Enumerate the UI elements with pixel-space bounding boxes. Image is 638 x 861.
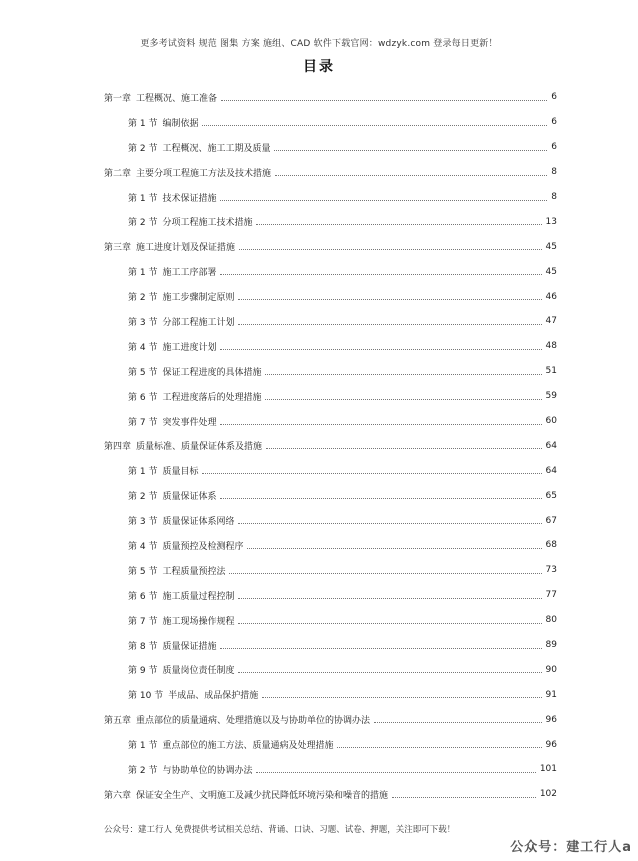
toc-entry-label [128,564,225,577]
toc-entry-label [128,663,234,676]
toc-section-entry[interactable] [104,633,557,658]
toc-dot-leader [247,548,541,549]
toc-entry-label [128,415,216,428]
toc-entry-label [128,514,234,527]
toc-entry-title: 半成品、成品保护措施 [168,691,259,702]
toc-page-number: 96 [545,714,557,725]
toc-entry-title: 主要分项工程施工方法及技术措施 [136,168,272,179]
toc-dot-leader [220,200,547,201]
toc-entry-title: 施工现场操作规程 [162,616,235,627]
toc-entry-title: 施工进度计划及保证措施 [136,243,236,254]
toc-page-number: 90 [545,664,557,675]
toc-section-entry[interactable] [104,583,557,608]
toc-entry-label [128,589,234,602]
toc-entry-label [128,738,333,751]
toc-page-number: 77 [545,590,557,601]
toc-dot-leader [202,473,541,474]
toc-page-number: 6 [551,92,557,103]
toc-entry-title: 质量标准、质量保证体系及措施 [136,442,263,453]
toc-section-entry[interactable] [104,608,557,633]
toc-dot-leader [238,672,541,673]
toc-entry-title: 突发事件处理 [162,417,217,428]
toc-dot-leader [238,598,541,599]
toc-page-number: 48 [545,341,557,352]
toc-entry-title: 分部工程施工计划 [162,317,235,328]
toc-entry-label [104,788,388,801]
toc-section-entry[interactable] [104,757,557,782]
toc-entry-label [104,166,271,179]
toc-page-number: 73 [545,565,557,576]
toc-dot-leader [256,772,535,773]
toc-dot-leader [265,399,541,400]
toc-section-entry[interactable] [104,508,557,533]
toc-entry-label [128,315,234,328]
toc-entry-title: 分项工程施工技术措施 [162,218,253,229]
toc-entry-label [128,191,216,204]
toc-page-number: 80 [545,615,557,626]
toc-entry-label [104,91,217,104]
toc-entry-number: 第 7 节 [128,616,158,627]
toc-dot-leader [274,150,547,151]
toc-page-number: 101 [539,764,557,775]
toc-entry-label [128,614,234,627]
toc-page-number: 91 [545,689,557,700]
toc-dot-leader [221,100,547,101]
toc-entry-number: 第 2 节 [128,765,158,776]
toc-section-entry[interactable] [104,259,557,284]
toc-entry-title: 施工步骤制定原则 [162,293,235,304]
toc-page-number: 6 [551,117,557,128]
toc-section-entry[interactable] [104,483,557,508]
toc-entry-number: 第 2 节 [128,143,158,154]
toc-page-number: 47 [545,316,557,327]
toc-entry-title: 施工进度计划 [162,342,217,353]
toc-page-number: 46 [545,291,557,302]
toc-entry-number: 第六章 [104,790,132,801]
toc-dot-leader [220,648,541,649]
toc-entry-title: 保证安全生产、文明施工及减少扰民降低环境污染和噪音的措施 [136,790,389,801]
toc-section-entry[interactable] [104,558,557,583]
toc-entry-number: 第五章 [104,716,132,727]
toc-entry-title: 质量保证措施 [162,641,217,652]
toc-entry-title: 技术保证措施 [162,193,217,204]
toc-entry-label [128,489,216,502]
toc-entry-number: 第 2 节 [128,293,158,304]
toc-dot-leader [238,523,541,524]
toc-page-number: 68 [545,540,557,551]
toc-entry-number: 第一章 [104,93,132,104]
toc-page-number: 65 [545,490,557,501]
toc-dot-leader [220,498,541,499]
toc-dot-leader [374,722,542,723]
toc-dot-leader [238,324,541,325]
toc-entry-number: 第 6 节 [128,591,158,602]
toc-section-entry[interactable] [104,284,557,309]
toc-section-entry[interactable] [104,135,557,160]
toc-entry-title: 重点部位的质量通病、处理措施以及与协助单位的协调办法 [136,716,371,727]
toc-entry-number: 第 3 节 [128,317,158,328]
table-of-contents [104,85,557,807]
toc-entry-number: 第 9 节 [128,666,158,677]
toc-entry-label [104,240,235,253]
toc-section-entry[interactable] [104,359,557,384]
toc-dot-leader [337,747,541,748]
toc-page-number: 13 [545,216,557,227]
toc-entry-title: 编制依据 [162,118,199,129]
toc-entry-label [128,365,261,378]
toc-entry-number: 第 3 节 [128,517,158,528]
toc-entry-number: 第 2 节 [128,218,158,229]
toc-entry-label [128,390,261,403]
toc-page-number: 45 [545,241,557,252]
toc-chapter-entry[interactable] [104,234,557,259]
toc-page-number: 8 [551,167,557,178]
toc-entry-number: 第四章 [104,442,132,453]
toc-section-entry[interactable] [104,458,557,483]
toc-entry-title: 与协助单位的协调办法 [162,765,253,776]
toc-section-entry[interactable] [104,657,557,682]
toc-entry-title: 质量目标 [162,467,199,478]
toc-page-number: 64 [545,465,557,476]
toc-dot-leader [256,224,541,225]
toc-chapter-entry[interactable] [104,85,557,110]
toc-dot-leader [220,274,541,275]
toc-section-entry[interactable] [104,334,557,359]
toc-entry-number: 第三章 [104,243,132,254]
header-notice: 更多考试资料 规范 图集 方案 施组、CAD 软件下载官网：wdzyk.com 登录每日更新！ [140,39,498,49]
toc-entry-title: 施工质量过程控制 [162,591,235,602]
toc-entry-label [128,265,216,278]
toc-chapter-entry[interactable] [104,782,557,807]
toc-dot-leader [238,299,541,300]
toc-page-number: 6 [551,142,557,153]
toc-entry-number: 第 7 节 [128,417,158,428]
toc-section-entry[interactable] [104,409,557,434]
toc-entry-label [128,141,270,154]
toc-dot-leader [220,349,541,350]
toc-entry-title: 工程进度落后的处理措施 [162,392,262,403]
toc-dot-leader [266,448,542,449]
toc-entry-number: 第 1 节 [128,268,158,279]
toc-entry-label [104,713,370,726]
toc-entry-number: 第二章 [104,168,132,179]
toc-dot-leader [262,697,541,698]
toc-entry-title: 质量保证体系网络 [162,517,235,528]
toc-entry-title: 质量岗位责任制度 [162,666,235,677]
toc-entry-title: 重点部位的施工方法、质量通病及处理措施 [162,741,334,752]
toc-entry-label [128,688,258,701]
toc-entry-number: 第 1 节 [128,118,158,129]
toc-entry-label [128,340,216,353]
toc-section-entry[interactable] [104,209,557,234]
toc-page-number: 64 [545,440,557,451]
toc-dot-leader [392,797,536,798]
toc-section-entry[interactable] [104,110,557,135]
toc-page-number: 67 [545,515,557,526]
toc-entry-number: 第 5 节 [128,566,158,577]
toc-section-entry[interactable] [104,384,557,409]
toc-chapter-entry[interactable] [104,707,557,732]
toc-entry-number: 第 1 节 [128,467,158,478]
toc-page-number: 60 [545,416,557,427]
toc-entry-title: 保证工程进度的具体措施 [162,367,262,378]
toc-entry-title: 工程概况、施工准备 [136,93,218,104]
toc-chapter-entry[interactable] [104,433,557,458]
toc-dot-leader [220,424,541,425]
toc-dot-leader [229,573,541,574]
toc-chapter-entry[interactable] [104,160,557,185]
toc-entry-title: 质量保证体系 [162,492,217,503]
toc-page-number: 89 [545,640,557,651]
footer-notice: 公众号：建工行人 免费提供考试相关总结、背诵、口诀、习题、试卷、押题，关注即可下载！ [104,825,456,835]
toc-entry-title: 工程概况、施工工期及质量 [162,143,271,154]
toc-page-number: 96 [545,739,557,750]
toc-entry-label [128,464,198,477]
toc-page-number: 45 [545,266,557,277]
toc-dot-leader [275,175,547,176]
toc-page-number: 102 [539,789,557,800]
toc-entry-title: 质量预控及检测程序 [162,541,244,552]
toc-entry-number: 第 8 节 [128,641,158,652]
toc-page-number: 8 [551,192,557,202]
toc-dot-leader [265,374,541,375]
toc-page-number: 59 [545,391,557,402]
watermark-text: 公众号：建工行人a [510,840,632,855]
toc-entry-number: 第 2 节 [128,492,158,503]
toc-section-entry[interactable] [104,682,557,707]
toc-entry-number: 第 1 节 [128,741,158,752]
toc-entry-number: 第 5 节 [128,367,158,378]
toc-dot-leader [202,125,547,126]
toc-section-entry[interactable] [104,185,557,210]
toc-dot-leader [238,623,541,624]
toc-entry-label [128,290,234,303]
toc-entry-number: 第 6 节 [128,392,158,403]
toc-entry-label [128,763,252,776]
page-title: 目录 [303,59,335,75]
toc-entry-label [128,539,243,552]
toc-entry-number: 第 4 节 [128,342,158,353]
toc-dot-leader [239,249,542,250]
toc-section-entry[interactable] [104,533,557,558]
toc-section-entry[interactable] [104,732,557,757]
toc-entry-label [128,215,252,228]
toc-entry-number: 第 10 节 [128,691,164,702]
toc-entry-label [104,439,262,452]
toc-page-number: 51 [545,366,557,377]
toc-entry-title: 施工工序部署 [162,268,217,279]
toc-entry-title: 工程质量预控法 [162,566,226,577]
toc-section-entry[interactable] [104,309,557,334]
toc-entry-label [128,639,216,652]
toc-entry-number: 第 4 节 [128,541,158,552]
toc-entry-label [128,116,198,129]
toc-entry-number: 第 1 节 [128,193,158,204]
